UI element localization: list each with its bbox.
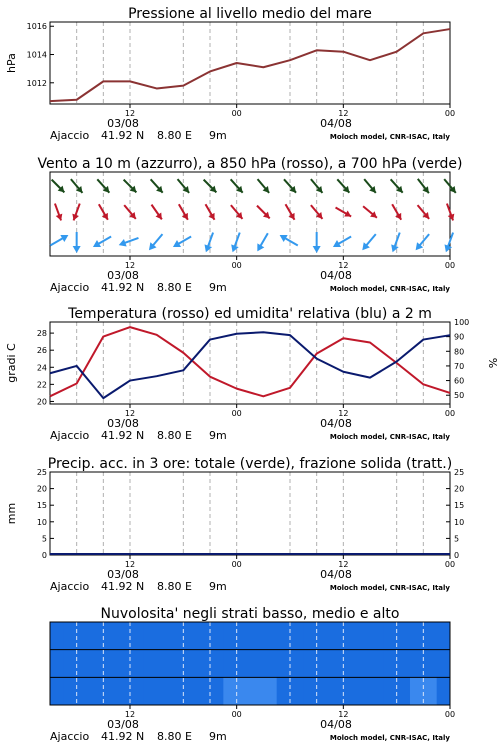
y-right-tick-label: 90 xyxy=(454,332,465,342)
wind-barb-850 xyxy=(96,202,111,221)
wind-barb-10m xyxy=(413,232,433,253)
station-elevation: 9m xyxy=(209,281,227,294)
station-elevation: 9m xyxy=(209,429,227,442)
pressure-series-line xyxy=(50,29,450,101)
wind-barb-10m xyxy=(91,233,113,250)
wind-arrow-head xyxy=(442,244,452,253)
wind-barb-850 xyxy=(70,202,83,221)
y-tick-label: 0 xyxy=(41,551,47,560)
station-elevation: 9m xyxy=(209,580,227,593)
cloud-cell-alto xyxy=(250,622,277,650)
station-name: Ajaccio xyxy=(50,129,90,142)
y-tick-label: 22 xyxy=(36,380,47,390)
station-elevation: 9m xyxy=(209,730,227,743)
x-tick-label: 00 xyxy=(231,109,242,118)
x-tick-label: 12 xyxy=(124,710,136,719)
date-label: 04/08 xyxy=(320,417,352,430)
model-credit: Moloch model, CNR-ISAC, Italy xyxy=(329,433,450,441)
station-latitude: 41.92 N xyxy=(101,281,145,294)
wind-barb-850 xyxy=(149,203,165,222)
y-tick-label: 28 xyxy=(36,329,47,339)
station-latitude: 41.92 N xyxy=(101,580,145,593)
cloud-cell-alto xyxy=(357,622,384,650)
chart-title: Temperatura (rosso) ed umidita' relativa (blu) a 2 m xyxy=(68,306,432,322)
wind-barb-10m xyxy=(202,231,217,253)
y-tick-label: 1014 xyxy=(26,50,47,60)
station-name: Ajaccio xyxy=(50,429,90,442)
wind-arrow-head xyxy=(171,240,181,250)
wind-barb-10m xyxy=(278,232,300,249)
wind-arrow-head xyxy=(229,244,239,253)
station-longitude: 8.80 E xyxy=(157,429,192,442)
model-credit: Moloch model, CNR-ISAC, Italy xyxy=(329,584,450,592)
x-tick-label: 12 xyxy=(338,109,349,118)
x-tick-label: 12 xyxy=(338,560,349,569)
station-name: Ajaccio xyxy=(50,281,90,294)
wind-barb-850 xyxy=(254,203,272,221)
y-right-tick-label: 50 xyxy=(454,391,465,401)
date-label: 04/08 xyxy=(320,718,352,731)
plot-frame xyxy=(50,472,450,555)
y-axis-label: gradi C xyxy=(5,343,18,383)
chart-title: Vento a 10 m (azzurro), a 850 hPa (rosso), a 700 hPa (verde) xyxy=(37,156,463,172)
y-tick-label: 5 xyxy=(41,534,47,544)
y-right-tick-label: 5 xyxy=(454,534,460,544)
x-tick-label: 00 xyxy=(444,560,456,569)
station-latitude: 41.92 N xyxy=(101,730,145,743)
wind-barb-10m xyxy=(389,231,404,253)
wind-barb-10m xyxy=(442,231,457,253)
cloud-cell-medio xyxy=(250,650,277,678)
cloud-cell-medio xyxy=(143,650,170,678)
wind-arrow-head xyxy=(331,240,341,250)
wind-arrow-head xyxy=(73,246,81,253)
y-tick-label: 1016 xyxy=(26,22,47,32)
plot-frame xyxy=(50,172,450,256)
y-axis-right-label: % xyxy=(486,357,499,369)
y-tick-label: 24 xyxy=(36,363,47,373)
y-right-tick-label: 0 xyxy=(454,551,460,560)
station-name: Ajaccio xyxy=(50,730,90,743)
model-credit: Moloch model, CNR-ISAC, Italy xyxy=(329,734,450,742)
cloud-cell-medio xyxy=(437,650,451,678)
wind-barb-700 xyxy=(362,177,379,195)
y-right-tick-label: 80 xyxy=(454,347,465,357)
y-tick-label: 1012 xyxy=(26,78,47,88)
panel-5 xyxy=(50,606,455,743)
station-longitude: 8.80 E xyxy=(157,281,192,294)
date-label: 03/08 xyxy=(107,117,139,130)
wind-barb-700 xyxy=(148,177,165,195)
wind-arrow-head xyxy=(344,210,353,219)
wind-barb-850 xyxy=(389,202,404,221)
wind-barb-850 xyxy=(202,202,217,221)
temperature-series-line xyxy=(50,327,450,396)
wind-arrow-head xyxy=(91,240,101,250)
wind-barb-700 xyxy=(49,177,67,195)
x-tick-label: 00 xyxy=(444,109,456,118)
y-tick-label: 26 xyxy=(36,346,47,356)
wind-barb-10m xyxy=(73,232,81,253)
model-credit: Moloch model, CNR-ISAC, Italy xyxy=(329,133,450,141)
x-tick-label: 12 xyxy=(338,710,349,719)
cloud-cell-alto xyxy=(50,622,64,650)
panel-1 xyxy=(5,6,455,142)
station-latitude: 41.92 N xyxy=(101,129,145,142)
station-elevation: 9m xyxy=(209,129,227,142)
wind-arrow-head xyxy=(313,246,321,253)
x-tick-label: 00 xyxy=(444,710,456,719)
y-tick-label: 10 xyxy=(36,517,47,527)
y-tick-label: 25 xyxy=(36,468,47,477)
y-right-tick-label: 10 xyxy=(454,517,465,527)
wind-arrow-head xyxy=(202,244,212,253)
wind-barb-700 xyxy=(255,177,272,195)
wind-barb-850 xyxy=(122,203,139,221)
wind-arrow-head xyxy=(117,239,126,249)
cloud-cell-medio xyxy=(357,650,384,678)
cloud-cell-basso xyxy=(357,677,384,705)
wind-barb-10m xyxy=(171,233,193,250)
y-right-tick-label: 15 xyxy=(454,501,465,511)
y-axis-label: mm xyxy=(5,502,18,525)
wind-barb-850 xyxy=(415,203,432,221)
y-tick-label: 15 xyxy=(36,501,47,511)
x-tick-label: 00 xyxy=(231,409,242,418)
date-label: 04/08 xyxy=(320,568,352,581)
y-right-tick-label: 60 xyxy=(454,376,465,386)
cloud-cell-medio xyxy=(50,650,64,678)
y-tick-label: 20 xyxy=(36,484,47,494)
x-tick-label: 00 xyxy=(231,261,242,270)
x-tick-label: 12 xyxy=(124,409,136,418)
x-tick-label: 00 xyxy=(444,409,456,418)
x-tick-label: 00 xyxy=(231,710,242,719)
wind-arrow-head xyxy=(60,232,70,242)
cloud-cell-alto xyxy=(437,622,451,650)
wind-barb-10m xyxy=(254,231,271,253)
wind-barb-10m xyxy=(48,232,70,249)
wind-barb-850 xyxy=(52,202,65,221)
wind-barb-10m xyxy=(331,233,353,250)
panel-3 xyxy=(5,306,499,442)
cloud-cell-basso xyxy=(50,677,64,705)
chart-title: Precip. acc. in 3 ore: totale (verde), frazione solida (tratt.) xyxy=(47,456,453,472)
wind-arrow-head xyxy=(389,244,399,253)
wind-barb-850 xyxy=(308,203,325,221)
y-axis-label: hPa xyxy=(5,53,18,73)
station-name: Ajaccio xyxy=(50,580,90,593)
plot-frame xyxy=(50,22,450,104)
model-credit: Moloch model, CNR-ISAC, Italy xyxy=(329,285,450,293)
x-tick-label: 00 xyxy=(444,261,456,270)
station-longitude: 8.80 E xyxy=(157,129,192,142)
wind-barb-10m xyxy=(146,232,166,253)
date-label: 04/08 xyxy=(320,269,352,282)
station-longitude: 8.80 E xyxy=(157,580,192,593)
date-label: 03/08 xyxy=(107,718,139,731)
x-tick-label: 12 xyxy=(124,261,136,270)
x-tick-label: 00 xyxy=(231,560,242,569)
wind-barb-10m xyxy=(313,232,321,253)
y-right-tick-label: 100 xyxy=(454,318,470,327)
cloud-cell-basso xyxy=(143,677,170,705)
x-tick-label: 12 xyxy=(338,261,349,270)
wind-barb-850 xyxy=(361,204,379,221)
chart-title: Nuvolosita' negli strati basso, medio e alto xyxy=(100,606,400,622)
wind-barb-850 xyxy=(176,202,191,221)
date-label: 03/08 xyxy=(107,269,139,282)
cloud-cell-basso xyxy=(437,677,451,705)
y-tick-label: 20 xyxy=(36,397,47,407)
wind-barb-850 xyxy=(282,202,297,221)
station-latitude: 41.92 N xyxy=(101,429,145,442)
y-right-tick-label: 70 xyxy=(454,361,465,371)
x-tick-label: 12 xyxy=(124,109,136,118)
wind-barb-10m xyxy=(359,232,379,253)
humidity-series-line xyxy=(50,332,450,398)
cloud-cell-alto xyxy=(143,622,170,650)
wind-arrow-head xyxy=(254,243,264,253)
y-right-tick-label: 25 xyxy=(454,468,465,477)
panel-2 xyxy=(37,156,462,294)
wind-barb-850 xyxy=(228,203,245,221)
wind-arrow-head xyxy=(278,232,288,242)
chart-title: Pressione al livello medio del mare xyxy=(128,6,372,22)
x-tick-label: 12 xyxy=(338,409,349,418)
station-longitude: 8.80 E xyxy=(157,730,192,743)
x-tick-label: 12 xyxy=(124,560,136,569)
cloud-cell-basso xyxy=(250,677,277,705)
wind-barb-10m xyxy=(229,231,244,253)
date-label: 04/08 xyxy=(320,117,352,130)
wind-barb-10m xyxy=(117,234,139,249)
y-right-tick-label: 20 xyxy=(454,484,465,494)
date-label: 03/08 xyxy=(107,417,139,430)
date-label: 03/08 xyxy=(107,568,139,581)
panel-4 xyxy=(5,456,464,593)
